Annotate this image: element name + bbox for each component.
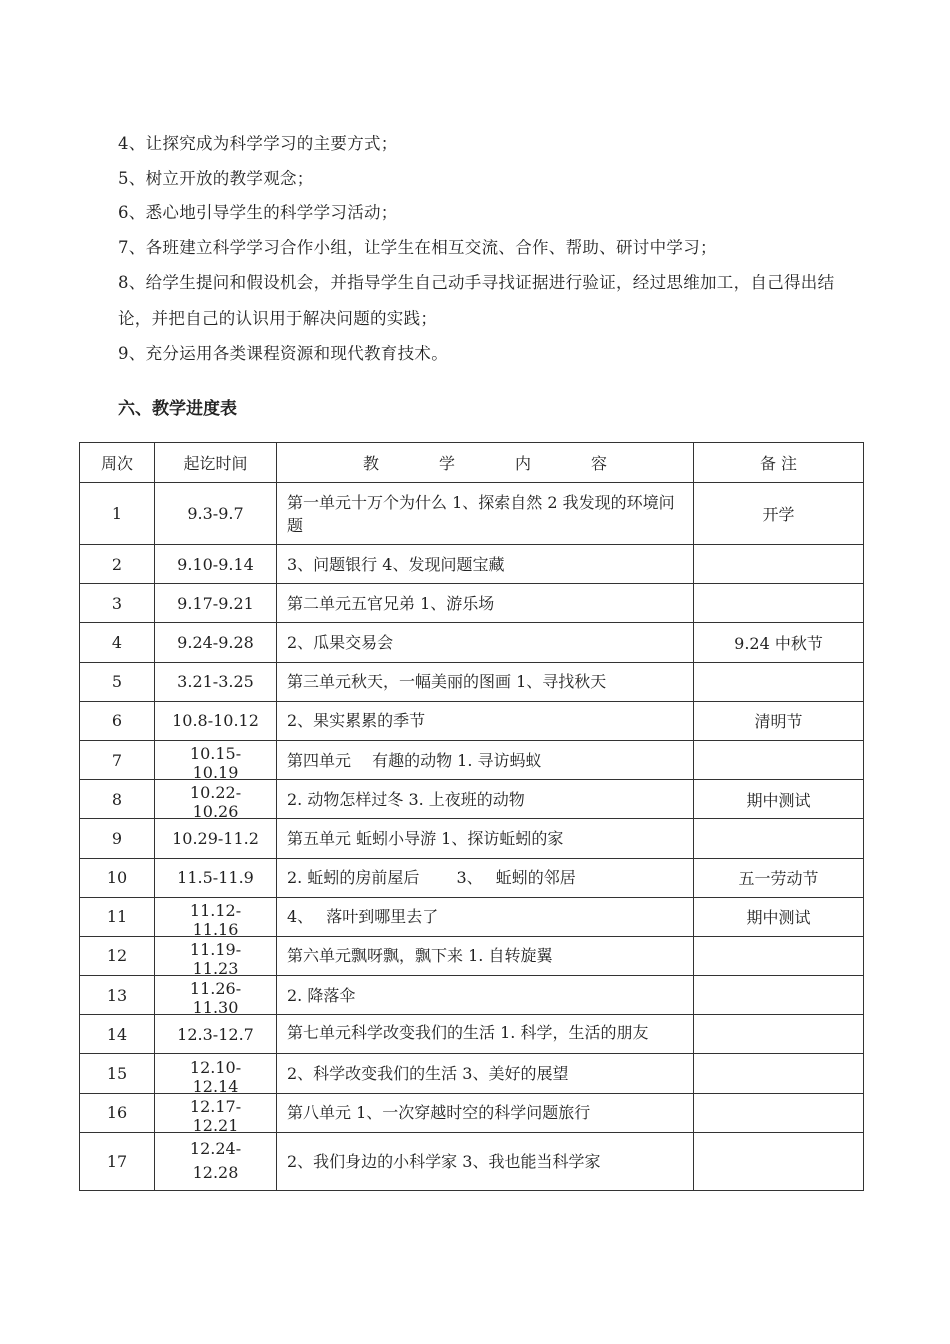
week-cell: 11 bbox=[80, 897, 155, 936]
table-row bbox=[80, 662, 864, 701]
content-cell bbox=[277, 740, 694, 779]
measure-item: 5、树立开放的教学观念； bbox=[118, 168, 314, 188]
table-row bbox=[80, 897, 864, 936]
date-text: 9.24-9.28 bbox=[177, 632, 254, 652]
section-title: 六、教学进度表 bbox=[118, 399, 237, 419]
content-text: 3、问题银行 4、发现问题宝藏 bbox=[287, 554, 505, 574]
week-cell: 5 bbox=[80, 662, 155, 701]
date-cell bbox=[155, 1015, 277, 1054]
table-row bbox=[80, 780, 864, 819]
date-text: 9.17-9.21 bbox=[177, 593, 254, 613]
week-cell: 7 bbox=[80, 740, 155, 779]
content-text: 第四单元 有趣的动物 1. 寻访蚂蚁 bbox=[287, 750, 542, 770]
note-cell: 期中测试 bbox=[694, 897, 864, 936]
date-text: 3.21-3.25 bbox=[177, 672, 254, 692]
content-text: 第一单元十万个为什么 1、探索自然 2 我发现的环境问题 bbox=[287, 492, 675, 535]
date-text: 12.17-12.21 bbox=[189, 1096, 242, 1132]
table-row bbox=[80, 701, 864, 740]
week-cell: 13 bbox=[80, 976, 155, 1015]
table-row bbox=[80, 976, 864, 1015]
date-cell bbox=[155, 483, 277, 545]
note-cell bbox=[694, 819, 864, 858]
date-text: 9.10-9.14 bbox=[177, 554, 254, 574]
week-cell: 2 bbox=[80, 545, 155, 584]
content-cell bbox=[277, 584, 694, 623]
note-cell bbox=[694, 1054, 864, 1093]
date-cell bbox=[155, 584, 277, 623]
note-cell bbox=[694, 1093, 864, 1132]
date-cell bbox=[155, 545, 277, 584]
table-header-row bbox=[80, 443, 864, 483]
date-text: 11.5-11.9 bbox=[177, 868, 254, 888]
content-cell bbox=[277, 1132, 694, 1190]
date-text: 9.3-9.7 bbox=[187, 504, 244, 523]
content-cell bbox=[277, 662, 694, 701]
week-cell: 16 bbox=[80, 1093, 155, 1132]
date-cell bbox=[155, 936, 277, 975]
content-text: 2、瓜果交易会 bbox=[287, 632, 394, 652]
date-text: 10.8-10.12 bbox=[172, 711, 259, 731]
note-cell: 开学 bbox=[694, 483, 864, 545]
content-text: 2、果实累累的季节 bbox=[287, 711, 426, 731]
schedule-table bbox=[79, 442, 864, 1191]
content-cell bbox=[277, 1093, 694, 1132]
table-row bbox=[80, 623, 864, 662]
date-cell bbox=[155, 623, 277, 662]
content-text: 2. 动物怎样过冬 3. 上夜班的动物 bbox=[287, 789, 525, 809]
content-cell bbox=[277, 976, 694, 1015]
content-text: 第二单元五官兄弟 1、游乐场 bbox=[287, 593, 495, 613]
note-cell bbox=[694, 936, 864, 975]
note-cell: 清明节 bbox=[694, 701, 864, 740]
content-text: 第六单元飘呀飘，飘下来 1. 自转旋翼 bbox=[287, 946, 553, 966]
week-cell: 9 bbox=[80, 819, 155, 858]
date-text: 10.22-10.26 bbox=[189, 783, 242, 819]
measure-item: 8、给学生提问和假设机会，并指导学生自己动手寻找证据进行验证，经过思维加工，自己得出结论，并把自己的认识用于解决问题的实践； bbox=[118, 273, 835, 328]
date-text: 10.29-11.2 bbox=[172, 828, 259, 848]
table-row bbox=[80, 1054, 864, 1093]
date-text: 10.15-10.19 bbox=[189, 744, 242, 780]
table-row bbox=[80, 1132, 864, 1190]
table-row bbox=[80, 483, 864, 545]
content-cell bbox=[277, 701, 694, 740]
content-cell bbox=[277, 483, 694, 545]
content-cell bbox=[277, 858, 694, 897]
measure-item: 7、各班建立科学学习合作小组，让学生在相互交流、合作、帮助、研讨中学习； bbox=[118, 237, 717, 257]
date-cell bbox=[155, 897, 277, 936]
week-cell: 17 bbox=[80, 1132, 155, 1190]
note-cell bbox=[694, 545, 864, 584]
content-cell bbox=[277, 623, 694, 662]
date-text: 12.10-12.14 bbox=[189, 1057, 242, 1093]
content-text: 第五单元 蚯蚓小导游 1、探访蚯蚓的家 bbox=[287, 828, 564, 848]
table-row bbox=[80, 858, 864, 897]
content-text: 第三单元秋天，一幅美丽的图画 1、寻找秋天 bbox=[287, 672, 607, 692]
header-content: 教学内容 bbox=[277, 443, 694, 483]
date-cell bbox=[155, 1132, 277, 1190]
week-cell: 4 bbox=[80, 623, 155, 662]
week-cell: 10 bbox=[80, 858, 155, 897]
week-cell: 6 bbox=[80, 701, 155, 740]
date-text: 12.24-12.28 bbox=[189, 1139, 242, 1183]
content-cell bbox=[277, 545, 694, 584]
table-row bbox=[80, 1015, 864, 1054]
date-cell bbox=[155, 701, 277, 740]
note-cell bbox=[694, 662, 864, 701]
date-cell bbox=[155, 858, 277, 897]
note-cell bbox=[694, 976, 864, 1015]
content-cell bbox=[277, 897, 694, 936]
content-cell bbox=[277, 819, 694, 858]
measure-item: 6、悉心地引导学生的科学学习活动； bbox=[118, 203, 398, 222]
table-row bbox=[80, 819, 864, 858]
date-text: 11.12-11.16 bbox=[189, 900, 242, 936]
date-cell bbox=[155, 819, 277, 858]
week-cell: 14 bbox=[80, 1015, 155, 1054]
date-cell bbox=[155, 740, 277, 779]
note-cell bbox=[694, 1132, 864, 1190]
content-cell bbox=[277, 1015, 694, 1054]
date-text: 11.26-11.30 bbox=[189, 979, 242, 1015]
table-row bbox=[80, 545, 864, 584]
content-text: 2. 蚯蚓的房前屋后 3、 蚯蚓的邻居 bbox=[287, 868, 576, 888]
content-text: 2. 降落伞 bbox=[287, 985, 356, 1005]
measure-item: 9、充分运用各类课程资源和现代教育技术。 bbox=[118, 344, 448, 363]
header-note: 备 注 bbox=[694, 443, 864, 483]
content-text: 第七单元科学改变我们的生活 1. 科学，生活的朋友 bbox=[287, 1023, 649, 1043]
content-text: 2、科学改变我们的生活 3、美好的展望 bbox=[287, 1064, 569, 1084]
content-text: 2、我们身边的小科学家 3、我也能当科学家 bbox=[287, 1151, 601, 1171]
date-cell bbox=[155, 976, 277, 1015]
header-date: 起讫时间 bbox=[155, 443, 277, 483]
date-text: 12.3-12.7 bbox=[177, 1024, 254, 1044]
note-cell bbox=[694, 584, 864, 623]
note-cell: 期中测试 bbox=[694, 780, 864, 819]
date-cell bbox=[155, 780, 277, 819]
table-row bbox=[80, 1093, 864, 1132]
week-cell: 12 bbox=[80, 936, 155, 975]
measure-item: 4、让探究成为科学学习的主要方式； bbox=[118, 134, 398, 153]
teaching-measures-list bbox=[118, 127, 848, 372]
note-cell: 9.24 中秋节 bbox=[694, 623, 864, 662]
note-cell bbox=[694, 1015, 864, 1054]
content-text: 第八单元 1、一次穿越时空的科学问题旅行 bbox=[287, 1103, 591, 1123]
table-row bbox=[80, 740, 864, 779]
week-cell: 15 bbox=[80, 1054, 155, 1093]
note-cell bbox=[694, 740, 864, 779]
date-cell bbox=[155, 1093, 277, 1132]
content-cell bbox=[277, 780, 694, 819]
week-cell: 3 bbox=[80, 584, 155, 623]
date-cell bbox=[155, 662, 277, 701]
table-row bbox=[80, 936, 864, 975]
content-cell bbox=[277, 1054, 694, 1093]
note-cell: 五一劳动节 bbox=[694, 858, 864, 897]
week-cell: 1 bbox=[80, 483, 155, 545]
date-text: 11.19-11.23 bbox=[189, 939, 242, 975]
week-cell: 8 bbox=[80, 780, 155, 819]
content-text: 4、 落叶到哪里去了 bbox=[287, 907, 439, 927]
header-week: 周次 bbox=[80, 443, 155, 483]
table-row bbox=[80, 584, 864, 623]
date-cell bbox=[155, 1054, 277, 1093]
content-cell bbox=[277, 936, 694, 975]
schedule-body bbox=[80, 483, 864, 1191]
